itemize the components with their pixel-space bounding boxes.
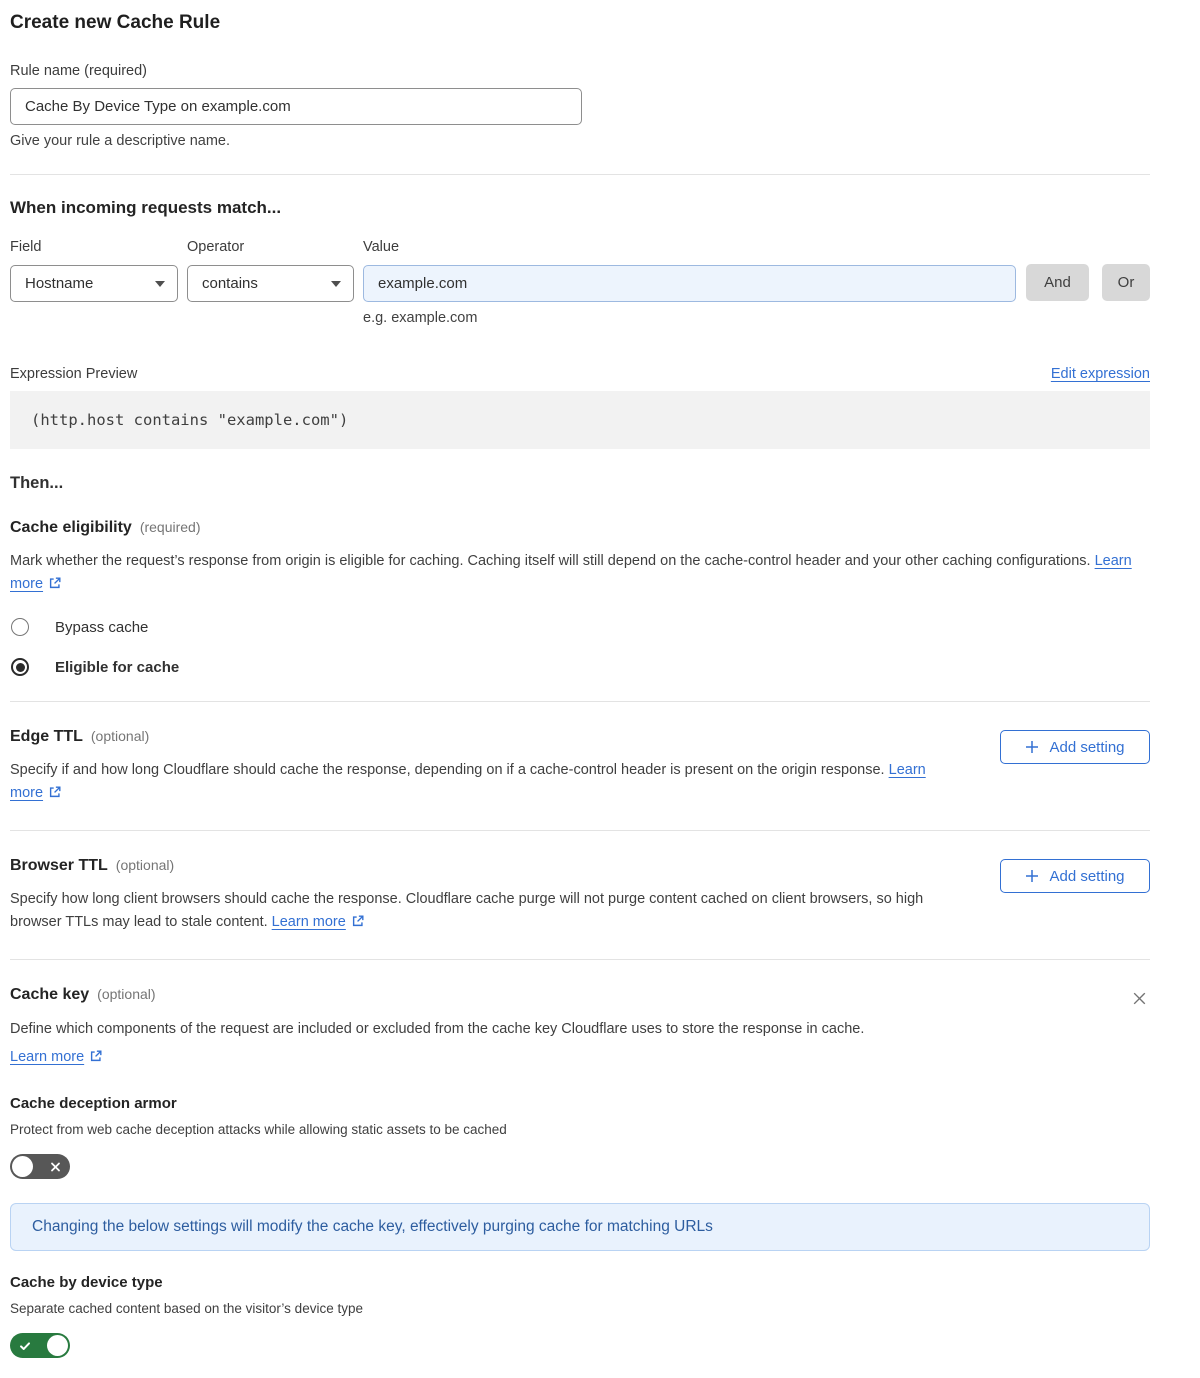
- field-select[interactable]: [10, 265, 178, 302]
- external-link-icon: [48, 576, 62, 590]
- plus-icon: [1025, 740, 1039, 754]
- learn-more-label: Learn more: [271, 914, 346, 930]
- radio-selected-icon[interactable]: [11, 658, 29, 676]
- radio-dot: [16, 663, 25, 672]
- toggle-knob: [47, 1335, 68, 1356]
- cache-by-device-type-title: Cache by device type: [10, 1274, 163, 1291]
- cache-by-device-type-description: Separate cached content based on the visitor’s device type: [10, 1301, 363, 1316]
- toggle-off-x-icon: [50, 1161, 61, 1172]
- plus-icon: [1025, 869, 1039, 883]
- rule-name-input[interactable]: [10, 88, 582, 125]
- external-link-icon: [48, 785, 62, 799]
- value-input[interactable]: [363, 265, 1016, 302]
- learn-more-label: Learn more: [10, 762, 926, 801]
- bottom-spacer: [10, 1358, 1150, 1378]
- close-icon: [1131, 990, 1148, 1007]
- cache-key-info-banner: Changing the below settings will modify the cache key, effectively purging cache for matching URLs: [10, 1203, 1150, 1251]
- cache-key-section: [10, 986, 1150, 1358]
- cache-key-close-button[interactable]: [1129, 988, 1150, 1009]
- operator-select[interactable]: [187, 265, 354, 302]
- edge-ttl-description: [10, 759, 940, 805]
- toggle-on-check-icon: [19, 1340, 31, 1352]
- learn-more-link[interactable]: [272, 914, 365, 930]
- learn-more-link[interactable]: [10, 1049, 103, 1065]
- cache-deception-armor-toggle[interactable]: [10, 1154, 70, 1179]
- field-label: Field: [10, 239, 42, 255]
- cache-deception-armor-description: Protect from web cache deception attacks while allowing static assets to be cached: [10, 1122, 507, 1137]
- field-column: [10, 239, 178, 302]
- optional-badge: (optional): [115, 857, 175, 873]
- then-heading: Then...: [10, 474, 64, 492]
- expression-preview-header: [10, 366, 1150, 382]
- divider: [10, 959, 1150, 960]
- radio-unselected-icon[interactable]: [11, 618, 29, 636]
- cache-by-device-type-toggle[interactable]: [10, 1333, 70, 1358]
- rule-name-helper: Give your rule a descriptive name.: [10, 133, 231, 149]
- divider: [10, 830, 1150, 831]
- cache-eligibility-description: [10, 550, 1150, 596]
- operator-select-value: contains: [202, 275, 258, 292]
- external-link-icon: [351, 914, 365, 928]
- expression-code: (http.host contains "example.com"): [10, 391, 1150, 449]
- chevron-down-icon: [331, 281, 341, 287]
- expression-preview-label: Expression Preview: [10, 366, 138, 382]
- optional-badge: (optional): [90, 728, 150, 744]
- chevron-down-icon: [155, 281, 165, 287]
- description-text: Specify how long client browsers should cache the response. Cloudflare cache purge will not purge content cached on client browsers, so high browser TTLs may lead to stale content.: [10, 891, 924, 930]
- divider: [10, 701, 1150, 702]
- browser-ttl-text: [10, 857, 940, 934]
- optional-badge: (optional): [97, 986, 156, 1002]
- page-title: Create new Cache Rule: [10, 12, 221, 33]
- radio-label: Eligible for cache: [55, 658, 180, 676]
- radio-label: Bypass cache: [55, 618, 149, 636]
- cache-key-title: Cache key: [10, 986, 90, 1003]
- browser-ttl-description: [10, 888, 940, 934]
- edge-ttl-section: [10, 728, 1150, 805]
- toggle-knob: [12, 1156, 33, 1177]
- browser-ttl-section: [10, 857, 1150, 934]
- match-heading: When incoming requests match...: [10, 198, 282, 217]
- add-setting-label: Add setting: [1049, 867, 1125, 885]
- and-button[interactable]: And: [1026, 264, 1089, 301]
- learn-more-label: Learn more: [10, 553, 1132, 592]
- match-builder: [10, 239, 1150, 326]
- field-select-value: Hostname: [25, 275, 94, 292]
- radio-option-eligible-for-cache[interactable]: [10, 658, 1150, 676]
- browser-ttl-add-setting-button[interactable]: [1000, 859, 1150, 893]
- cache-eligibility-title: Cache eligibility: [10, 519, 132, 536]
- browser-ttl-title: Browser TTL: [10, 857, 108, 874]
- description-text: Mark whether the request’s response from origin is eligible for caching. Caching itself will still depend on the cache-control header and your other caching configurations.: [10, 553, 1091, 569]
- add-setting-label: Add setting: [1049, 738, 1125, 756]
- rule-name-label: Rule name (required): [10, 63, 148, 79]
- radio-option-bypass-cache[interactable]: [10, 618, 1150, 636]
- value-label: Value: [363, 239, 400, 255]
- edge-ttl-add-setting-button[interactable]: [1000, 730, 1150, 764]
- rule-name-section: [10, 63, 1150, 149]
- description-text: Specify if and how long Cloudflare should cache the response, depending on if a cache-control header is present on the origin response.: [10, 762, 885, 778]
- create-cache-rule-form: [10, 0, 1150, 1378]
- learn-more-label: Learn more: [10, 1049, 85, 1065]
- edge-ttl-text: [10, 728, 940, 805]
- value-column: [363, 239, 1016, 326]
- cache-deception-armor-title: Cache deception armor: [10, 1095, 177, 1112]
- required-badge: (required): [139, 519, 201, 535]
- operator-label: Operator: [187, 239, 245, 255]
- edge-ttl-title: Edge TTL: [10, 728, 83, 745]
- edit-expression-link[interactable]: Edit expression: [1050, 366, 1150, 382]
- cache-key-description: Define which components of the request are included or excluded from the cache key Cloudflare uses to store the response in cache.: [10, 1021, 865, 1037]
- operator-column: [187, 239, 354, 302]
- external-link-icon: [89, 1049, 103, 1063]
- value-helper: e.g. example.com: [363, 310, 478, 326]
- cache-eligibility-section: [10, 519, 1150, 676]
- divider: [10, 174, 1150, 175]
- or-button[interactable]: Or: [1102, 264, 1150, 301]
